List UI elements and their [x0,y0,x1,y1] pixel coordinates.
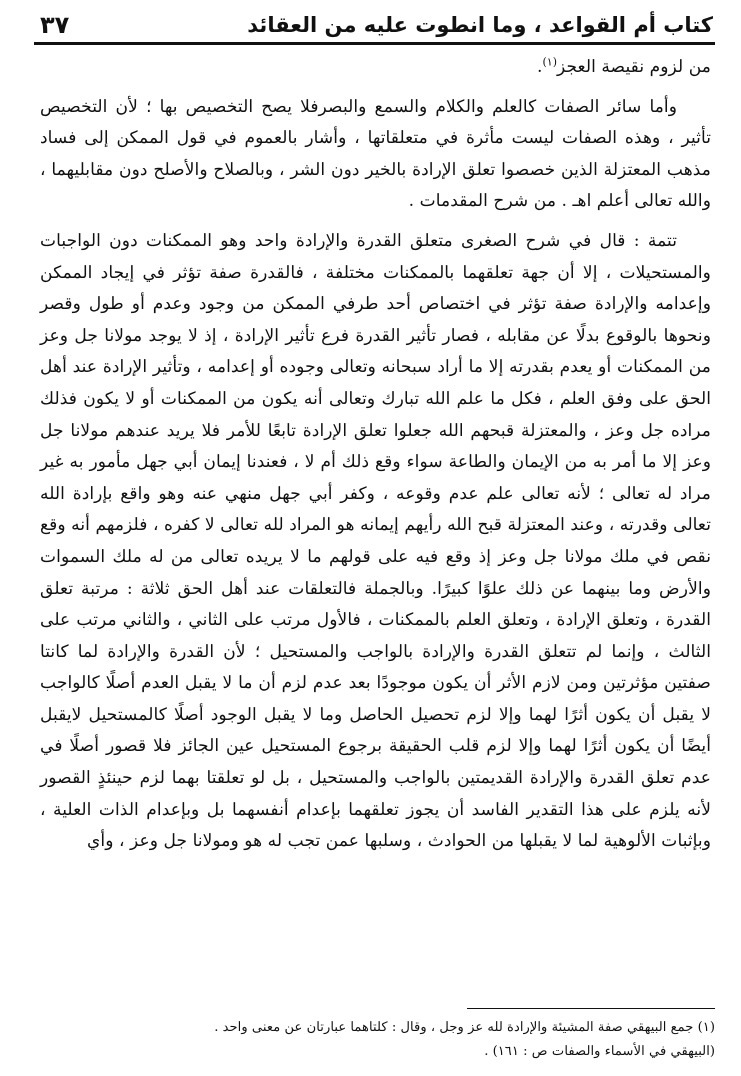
page-header [40,6,713,40]
main-text [40,52,711,858]
paragraph-1 [40,52,711,84]
page-number: ٣٧ [40,11,70,39]
paragraph-2: وأما سائر الصفات كالعلم والكلام والسمع والبصرفلا يصح التخصيص بها ؛ لأن التخصيص تأثير ، وهذه الصفات ليست مأثرة في متعلقاتها ، وأشار بالعموم في قول الممكن إلى فساد مذهب المعتزلة الذين خصصوا تعلق الإرادة بالخير دون الشر ، وبالصلاح والأصلح دون مقابليهما ، والله تعالى أعلم اهـ . من شرح المقدمات . [40,96,711,212]
header-rule [34,42,715,45]
footnote-1-line-1: (١) جمع البيهقي صفة المشيئة والإرادة لله عز وجل ، وقال : كلتاهما عبارتان عن معنى واحد . [214,1020,715,1035]
paragraph-3: تتمة : قال في شرح الصغرى متعلق القدرة والإرادة واحد وهو الممكنات دون الواجبات والمستحيلات ، إلا أن جهة تعلقهما بالممكنات مختلفة ، فالقدرة صفة تؤثر في إيجاد الممكن وإعدامه والإرادة صفة تؤثر في اختصاص أحد طرفي الممكن من وجود وعدم أو طول وقصر ونحوها بالوقوع بدلًا عن مقابله ، فصار تأثير القدرة فرع تأثير الإرادة ، إذ لا يوجد مولانا جل وعز من الممكنات أو يعدم بقدرته إلا ما أراد سبحانه وتعالى وجوده أو إعدامه ، وتأثير الإرادة عند أهل الحق على وفق العلم ، فكل ما علم الله تبارك وتعالى أنه يكون من الممكنات أو لا يكون فذلك مراده جل وعز ، والمعتزلة قبحهم الله جعلوا تعلق الإرادة تابعًا للأمر فلا يريد عندهم مولانا جل وعز إلا ما أمر به من الإيمان والطاعة سواء وقع ذلك أم لا ، فعندنا إيمان أبي جهل مأمور به غير مراد له تعالى ؛ لأنه تعالى علم عدم وقوعه ، وكفر أبي جهل منهي عنه وهو واقع بإرادة الله تعالى وقدرته ، وعند المعتزلة قبح الله رأيهم إيمانه هو المراد لله تعالى لا كفره ، فلزمهم أنه وقع نقص في ملك مولانا جل وعز إذ وقع فيه على قولهم ما لا يريده تعالى من له ملك السموات والأرض وما بينهما عن ذلك علوًا كبيرًا. وبالجملة فالتعلقات عند أهل الحق ثلاثة : مرتبة تعلق القدرة ، وتعلق الإرادة ، وتعلق العلم بالممكنات ، فالأول مرتب على الثاني ، والثاني مرتب على الثالث ، وإنما لم تتعلق القدرة والإرادة بالواجب والمستحيل ؛ لأن القدرة والإرادة لما كانتا صفتين مؤثرتين ومن لازم الأثر أن يكون موجودًا بعد عدم لزم أن ما لا يقبل العدم أصلًا كالواجب لا يقبل أن يكون أثرًا لهما وإلا لزم تحصيل الحاصل وما لا يقبل الوجود أصلًا كالمستحيل لايقبل أيضًا أن يكون أثرًا لهما وإلا لزم قلب الحقيقة برجوع المستحيل عين الجائز فلا قصور أصلًا في عدم تعلق القدرة والإرادة القديمتين بالواجب والمستحيل ، بل لو تعلقتا بهما لزم حينئذٍ القصور لأنه يلزم على هذا التقدير الفاسد أن يجوز تعلقهما بإعدام أنفسهما بل وبإعدام الذات العلية ، وبإثبات الألوهية لما لا يقبلها من الحوادث ، وسلبها عمن تجب له هو ومولانا جل وعز ، وأي [40,230,711,852]
running-title: كتاب أم القواعد ، وما انطوت عليه من العقائد [247,13,713,37]
footnote-reference-1: (١) [542,55,557,69]
paragraph-1-text: من لزوم نقيصة العجز [556,57,711,77]
footnotes [40,1016,715,1064]
footnote-1-line-2: (البيهقي في الأسماء والصفات ص : ١٦١) . [484,1044,715,1059]
footnote-divider [467,1008,715,1009]
paragraph-1-tail: . [537,57,543,77]
